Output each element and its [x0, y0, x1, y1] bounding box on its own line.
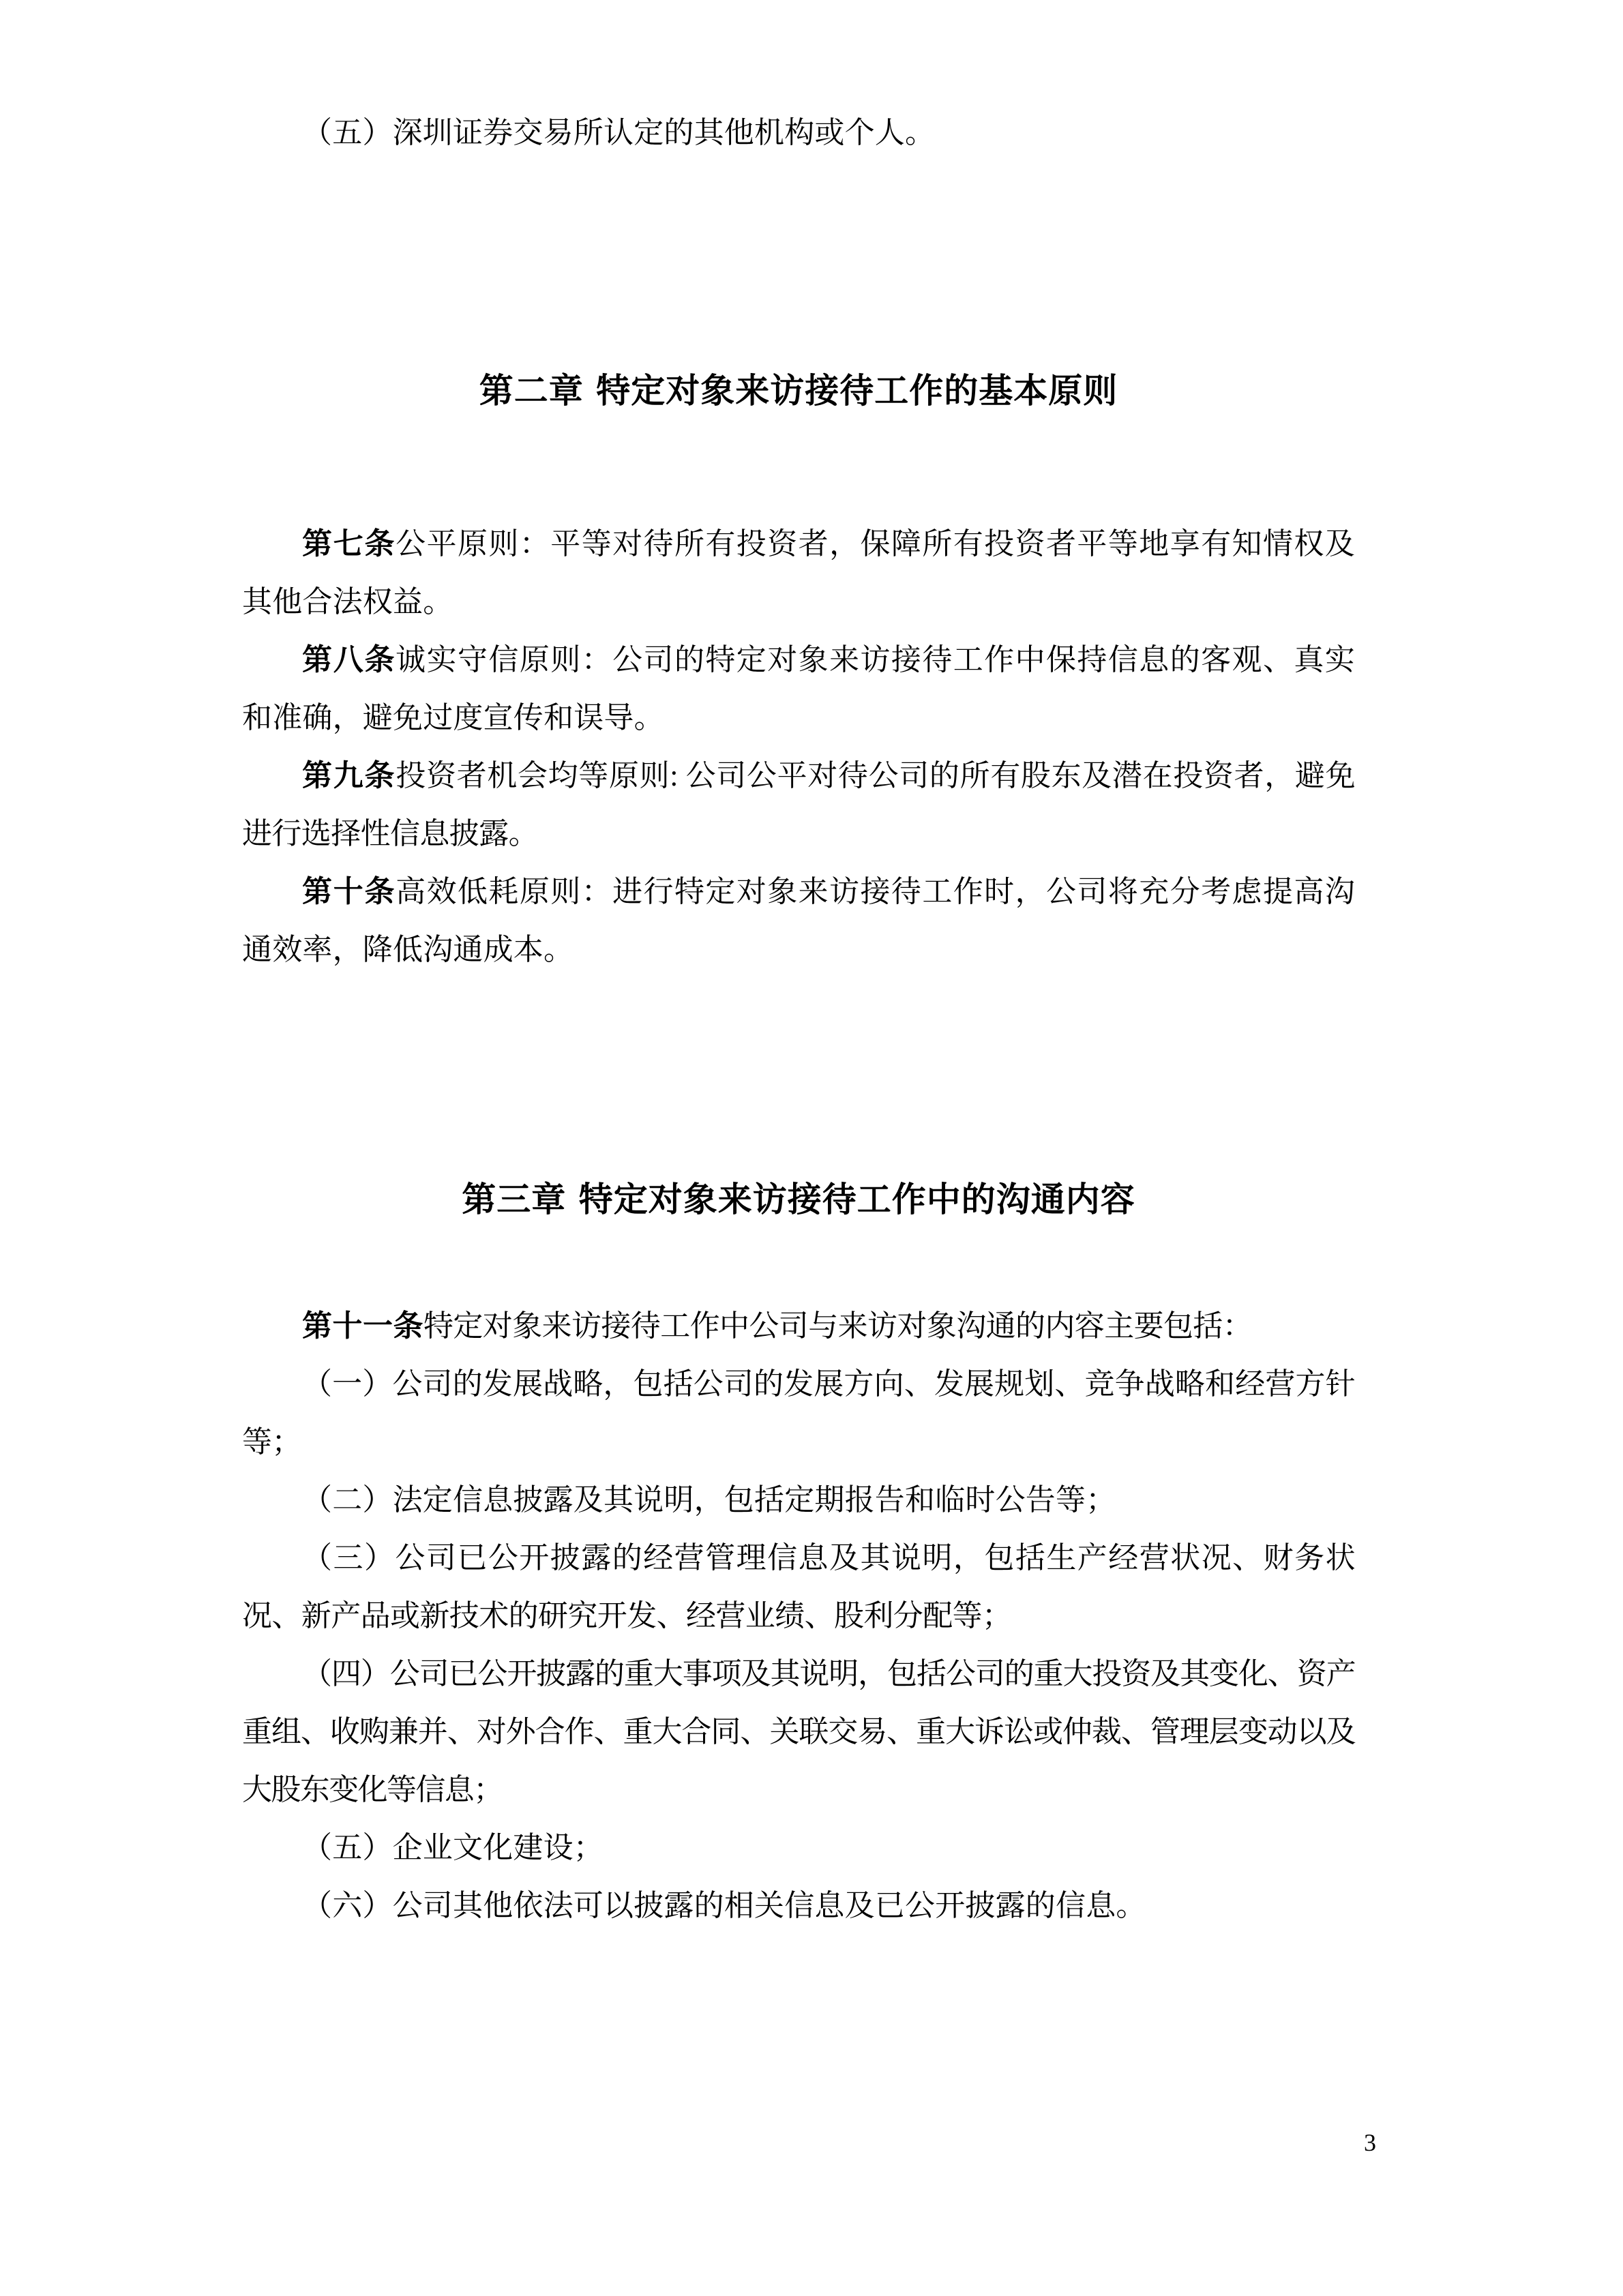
article-text-7: 公平原则：平等对待所有投资者，保障所有投资者平等地享有知情权及其他合法权益。 — [242, 527, 1356, 618]
article-marker-11: 第十一条 — [302, 1309, 423, 1343]
chapter-heading-2: 第二章 特定对象来访接待工作的基本原则 — [479, 371, 1118, 411]
article-text-10: 高效低耗原则：进行特定对象来访接待工作时，公司将充分考虑提高沟通效率，降低沟通成本。 — [242, 875, 1356, 966]
article-paragraph-8 — [242, 631, 1355, 747]
article-paragraph-7 — [242, 515, 1355, 631]
article-marker-8: 第八条 — [302, 643, 396, 676]
article-text-8: 诚实守信原则：公司的特定对象来访接待工作中保持信息的客观、真实和准确，避免过度宣传和误导。 — [242, 643, 1356, 734]
article-marker-9: 第九条 — [302, 759, 396, 792]
list-item-5: （五）企业文化建设； — [302, 1831, 604, 1864]
article-text-11: 特定对象来访接待工作中公司与来访对象沟通的内容主要包括： — [423, 1309, 1253, 1343]
chapter-heading-3: 第三章 特定对象来访接待工作中的沟通内容 — [462, 1180, 1135, 1219]
list-item-1: （一）公司的发展战略，包括公司的发展方向、发展规划、竞争战略和经营方针等； — [242, 1367, 1355, 1459]
list-item-3: （三）公司已公开披露的经营管理信息及其说明，包括生产经营状况、财务状况、新产品或新技术的研究开发、经营业绩、股利分配等； — [242, 1541, 1355, 1632]
list-item-4: （四）公司已公开披露的重大事项及其说明，包括公司的重大投资及其变化、资产重组、收购兼并、对外合作、重大合同、关联交易、重大诉讼或仲裁、管理层变动以及大股东变化等信息； — [242, 1657, 1355, 1806]
article-marker-7: 第七条 — [302, 527, 396, 561]
article-text-9: 投资者机会均等原则: 公司公平对待公司的所有股东及潜在投资者，避免进行选择性信息披露。 — [242, 759, 1355, 850]
list-item-2: （二）法定信息披露及其说明，包括定期报告和临时公告等； — [302, 1483, 1116, 1517]
list-item-6: （六）公司其他依法可以披露的相关信息及已公开披露的信息。 — [302, 1889, 1146, 1922]
intro-list-item: （五）深圳证券交易所认定的其他机构或个人。 — [302, 116, 936, 149]
article-marker-10: 第十条 — [302, 875, 396, 908]
page-number: 3 — [1364, 2129, 1376, 2156]
article-paragraph-10 — [242, 863, 1355, 979]
article-paragraph-11 — [242, 1297, 1355, 1355]
article-paragraph-9 — [242, 747, 1355, 863]
